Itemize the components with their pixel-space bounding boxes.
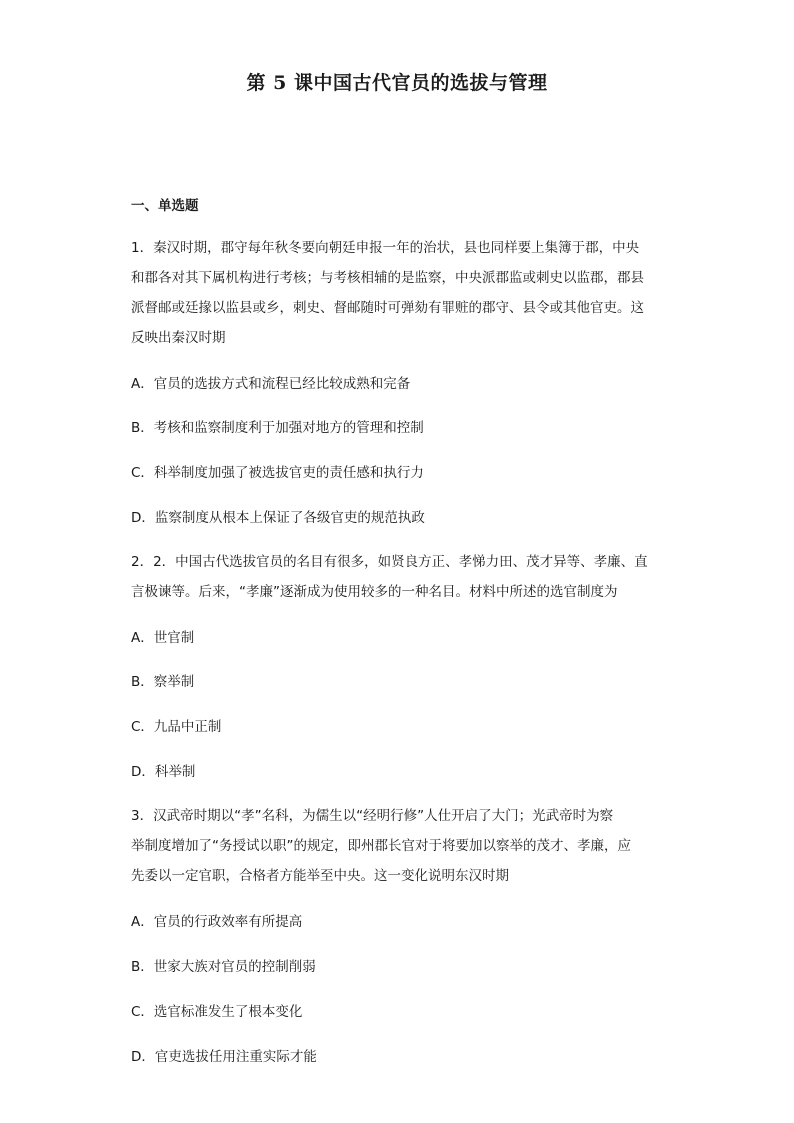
question-1-line-2: 和郡各对其下属机构进行考核；与考核相辅的是监察，中央派郡监或刺史以监郡，郡县: [131, 270, 644, 286]
question-2-option-b[interactable]: B．察举制: [131, 674, 195, 690]
question-1-line-4: 反映出秦汉时期: [131, 330, 226, 346]
question-2-option-a[interactable]: A．世官制: [131, 630, 195, 646]
question-3-option-d[interactable]: D．官吏选拔任用注重实际才能: [131, 1049, 317, 1065]
question-3-option-c[interactable]: C．选官标准发生了根本变化: [131, 1004, 303, 1020]
question-3-option-b[interactable]: B．世家大族对官员的控制削弱: [131, 959, 316, 975]
section-heading: 一、单选题: [131, 198, 199, 214]
question-1-line-3: 派督邮或廷掾以监县或乡，刺史、督邮随时可弹劾有罪赃的郡守、县令或其他官吏。这: [131, 300, 644, 316]
question-1-line-1: 1．秦汉时期，郡守每年秋冬要向朝廷申报一年的治状，县也同样要上集簿于郡，中央: [131, 240, 640, 256]
question-2-option-c[interactable]: C．九品中正制: [131, 719, 222, 735]
question-2-line-2: 言极谏等。后来，“孝廉”逐渐成为使用较多的一种名目。材料中所述的选官制度为: [131, 584, 618, 600]
question-1-option-b[interactable]: B．考核和监察制度利于加强对地方的管理和控制: [131, 420, 424, 436]
question-1-option-a[interactable]: A．官员的选拔方式和流程已经比较成熟和完备: [131, 376, 411, 392]
question-3-option-a[interactable]: A．官员的行政效率有所提高: [131, 914, 303, 930]
question-3-line-1: 3．汉武帝时期以“孝”名科，为儒生以“经明行修”人仕开启了大门；光武帝时为察: [131, 808, 614, 824]
question-1-option-c[interactable]: C．科举制度加强了被选拔官吏的责任感和执行力: [131, 465, 424, 481]
question-3-line-3: 先委以一定官职，合格者方能举至中央。这一变化说明东汉时期: [131, 868, 509, 884]
question-2-line-1: 2．2．中国古代选拔官员的名目有很多，如贤良方正、孝悌力田、茂才异等、孝廉、直: [131, 554, 648, 570]
question-3-line-2: 举制度增加了“务授试以职”的规定，即州郡长官对于将要加以察举的茂才、孝廉，应: [131, 838, 631, 854]
page-title: 第 5 课中国古代官员的选拔与管理: [246, 72, 548, 94]
question-2-option-d[interactable]: D．科举制: [131, 764, 196, 780]
question-1-option-d[interactable]: D．监察制度从根本上保证了各级官吏的规范执政: [131, 510, 425, 526]
